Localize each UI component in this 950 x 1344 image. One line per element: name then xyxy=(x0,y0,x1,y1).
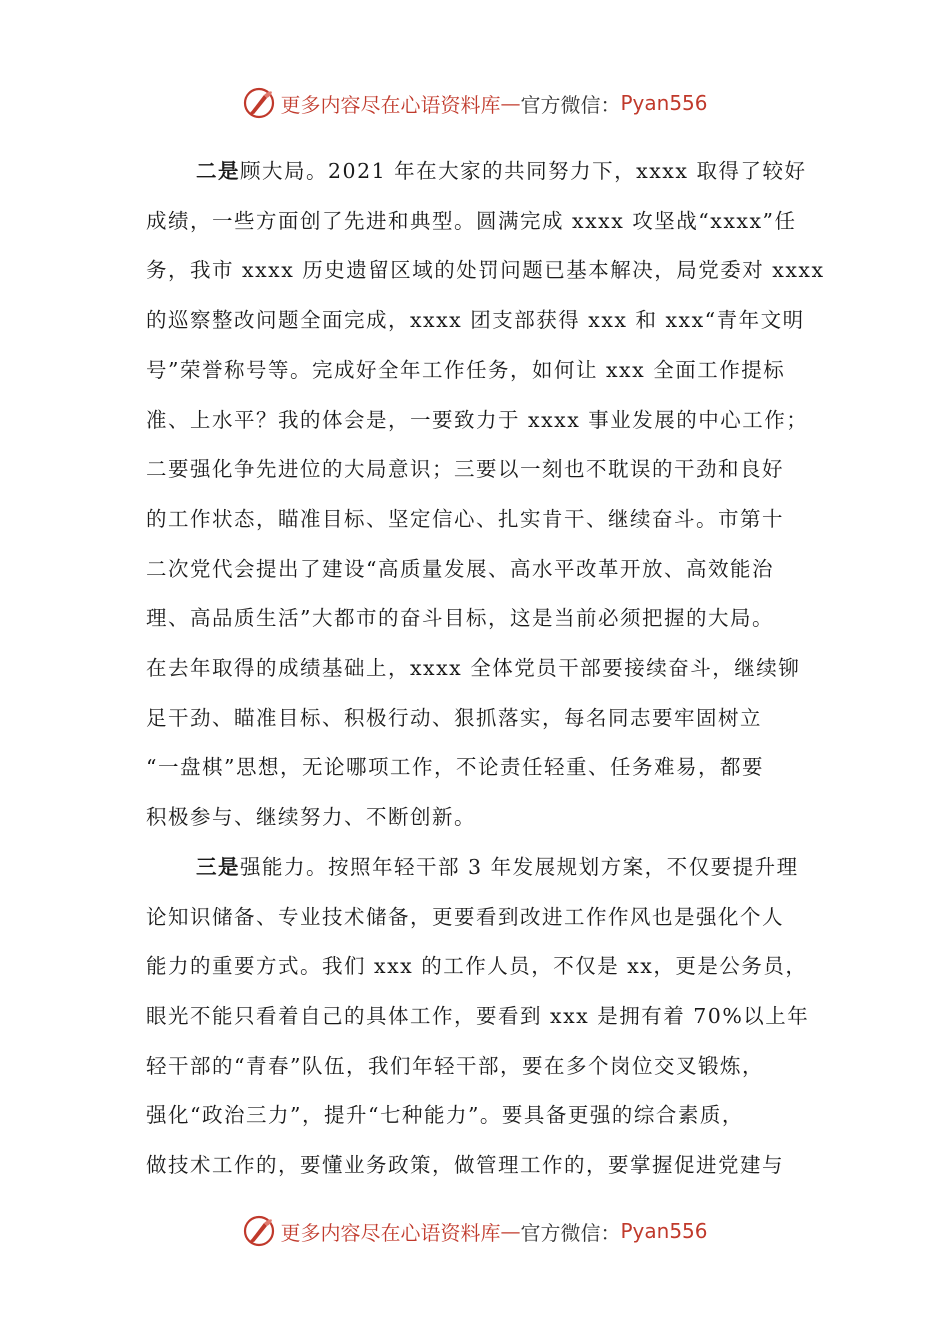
document-body xyxy=(146,147,825,1191)
paragraph-line: 积极参与、继续努力、不断创新。 xyxy=(146,805,476,830)
watermark-wechat-id: Pyan556 xyxy=(620,91,708,115)
paragraph-line: 号”荣誉称号等。完成好全年工作任务，如何让 xxx 全面工作提标 xyxy=(146,357,786,382)
watermark-dash: — xyxy=(500,1219,521,1243)
paragraph-line: 二要强化争先进位的大局意识；三要以一刻也不耽误的干劲和良好 xyxy=(146,457,784,482)
paragraph-line: 二次党代会提出了建设“高质量发展、高水平改革开放、高效能治 xyxy=(146,556,774,581)
paragraph-line: 成绩，一些方面创了先进和典型。圆满完成 xxxx 攻坚战“xxxx”任 xyxy=(146,208,797,233)
paragraph-line: 准、上水平？我的体会是，一要致力于 xxxx 事业发展的中心工作； xyxy=(146,407,809,432)
paragraph-line: 轻干部的“青春”队伍，我们年轻干部，要在多个岗位交叉锻炼， xyxy=(146,1053,764,1078)
watermark-wechat-id: Pyan556 xyxy=(620,1219,708,1243)
watermark-dash: — xyxy=(500,91,521,115)
paragraph-line: 务，我市 xxxx 历史遗留区域的处罚问题已基本解决，局党委对 xxxx xyxy=(146,258,825,283)
paragraph-line: 强化“政治三力”，提升“七种能力”。要具备更强的综合素质， xyxy=(146,1103,744,1128)
quill-logo-icon xyxy=(242,86,276,120)
paragraph-line: 理、高品质生活”大都市的奋斗目标，这是当前必须把握的大局。 xyxy=(146,606,774,631)
paragraph-lead: 三是 xyxy=(196,854,240,879)
paragraph-line: 在去年取得的成绩基础上，xxxx 全体党员干部要接续奋斗，继续铆 xyxy=(146,656,801,681)
watermark-brand: 更多内容尽在心语资料库 xyxy=(280,1220,501,1245)
paragraph-line: 眼光不能只看着自己的具体工作，要看到 xxx 是拥有着 70%以上年 xyxy=(146,1003,810,1028)
paragraph-line: 三是强能力。按照年轻干部 3 年发展规划方案，不仅要提升理 xyxy=(196,854,799,879)
watermark-label: 官方微信： xyxy=(520,1220,621,1245)
paragraph-line: 做技术工作的，要懂业务政策，做管理工作的，要掌握促进党建与 xyxy=(146,1153,784,1178)
quill-logo-icon xyxy=(242,1214,276,1248)
paragraph-line: “一盘棋”思想，无论哪项工作，不论责任轻重、任务难易，都要 xyxy=(146,755,764,780)
paragraph-line: 的工作状态，瞄准目标、坚定信心、扎实肯干、继续奋斗。市第十 xyxy=(146,506,784,531)
paragraph-line: 二是顾大局。2021 年在大家的共同努力下，xxxx 取得了较好 xyxy=(196,159,807,183)
header-watermark xyxy=(0,83,950,123)
paragraph-line: 能力的重要方式。我们 xxx 的工作人员，不仅是 xx，更是公务员， xyxy=(146,954,808,979)
paragraph-line: 论知识储备、专业技术储备，更要看到改进工作作风也是强化个人 xyxy=(146,904,784,929)
footer-watermark xyxy=(0,1211,950,1251)
paragraph-line: 足干劲、瞄准目标、积极行动、狠抓落实，每名同志要牢固树立 xyxy=(146,705,762,730)
paragraph-two xyxy=(146,147,825,843)
paragraph-line: 的巡察整改问题全面完成，xxxx 团支部获得 xxx 和 xxx“青年文明 xyxy=(146,308,805,333)
paragraph-lead: 二是 xyxy=(196,159,240,183)
watermark-brand: 更多内容尽在心语资料库 xyxy=(280,92,501,117)
paragraph-three xyxy=(146,843,810,1191)
watermark-label: 官方微信： xyxy=(520,92,621,117)
